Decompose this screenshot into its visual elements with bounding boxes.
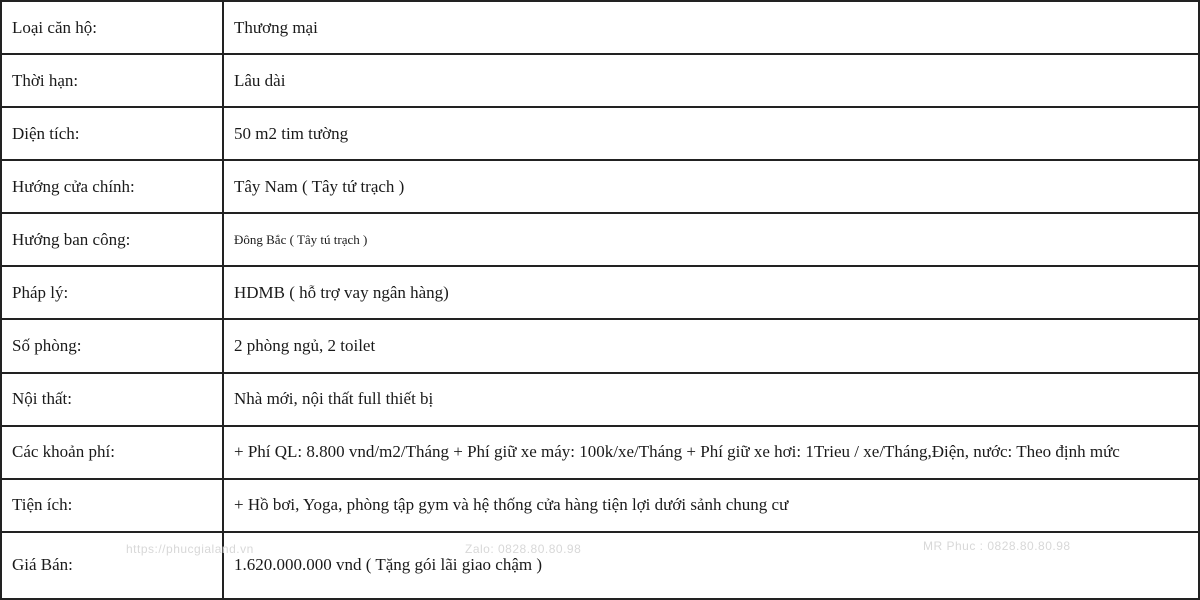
row-value: 2 phòng ngủ, 2 toilet — [223, 319, 1199, 372]
table-row — [1, 426, 1199, 479]
table-row — [1, 1, 1199, 54]
table-row — [1, 479, 1199, 532]
row-label: Hướng ban công: — [1, 213, 223, 266]
zalo-watermark: Zalo: 0828.80.80.98 — [465, 542, 582, 556]
row-label: Thời hạn: — [1, 54, 223, 107]
table-row — [1, 54, 1199, 107]
table-row — [1, 107, 1199, 160]
row-value: Tây Nam ( Tây tứ trạch ) — [223, 160, 1199, 213]
row-value: + Hồ bơi, Yoga, phòng tập gym và hệ thống cửa hàng tiện lợi dưới sảnh chung cư — [223, 479, 1199, 532]
row-label: Các khoản phí: — [1, 426, 223, 479]
row-label: Tiện ích: — [1, 479, 223, 532]
website-watermark: https://phucgialand.vn — [126, 542, 254, 556]
row-value: Thương mại — [223, 1, 1199, 54]
table-row — [1, 160, 1199, 213]
row-label: Diện tích: — [1, 107, 223, 160]
row-label: Giá Bán: — [1, 532, 223, 599]
table-row — [1, 213, 1199, 266]
table-row — [1, 266, 1199, 319]
row-label: Hướng cửa chính: — [1, 160, 223, 213]
row-label: Pháp lý: — [1, 266, 223, 319]
row-value: Đông Bắc ( Tây tú trạch ) — [223, 213, 1199, 266]
row-label: Loại căn hộ: — [1, 1, 223, 54]
row-value: HDMB ( hỗ trợ vay ngân hàng) — [223, 266, 1199, 319]
row-value: Nhà mới, nội thất full thiết bị — [223, 373, 1199, 426]
table-row — [1, 319, 1199, 372]
row-label: Số phòng: — [1, 319, 223, 372]
row-value: + Phí QL: 8.800 vnd/m2/Tháng + Phí giữ xe máy: 100k/xe/Tháng + Phí giữ xe hơi: 1Trieu / xe/Tháng,Điện, nước: Theo định mức — [223, 426, 1199, 479]
row-value: Lâu dài — [223, 54, 1199, 107]
table-row — [1, 532, 1199, 599]
contact-watermark: MR Phuc : 0828.80.80.98 — [923, 539, 1071, 553]
row-value: 50 m2 tim tường — [223, 107, 1199, 160]
table-row — [1, 373, 1199, 426]
row-label: Nội thất: — [1, 373, 223, 426]
row-value: 1.620.000.000 vnd ( Tặng gói lãi giao chậm ) — [223, 532, 1199, 599]
